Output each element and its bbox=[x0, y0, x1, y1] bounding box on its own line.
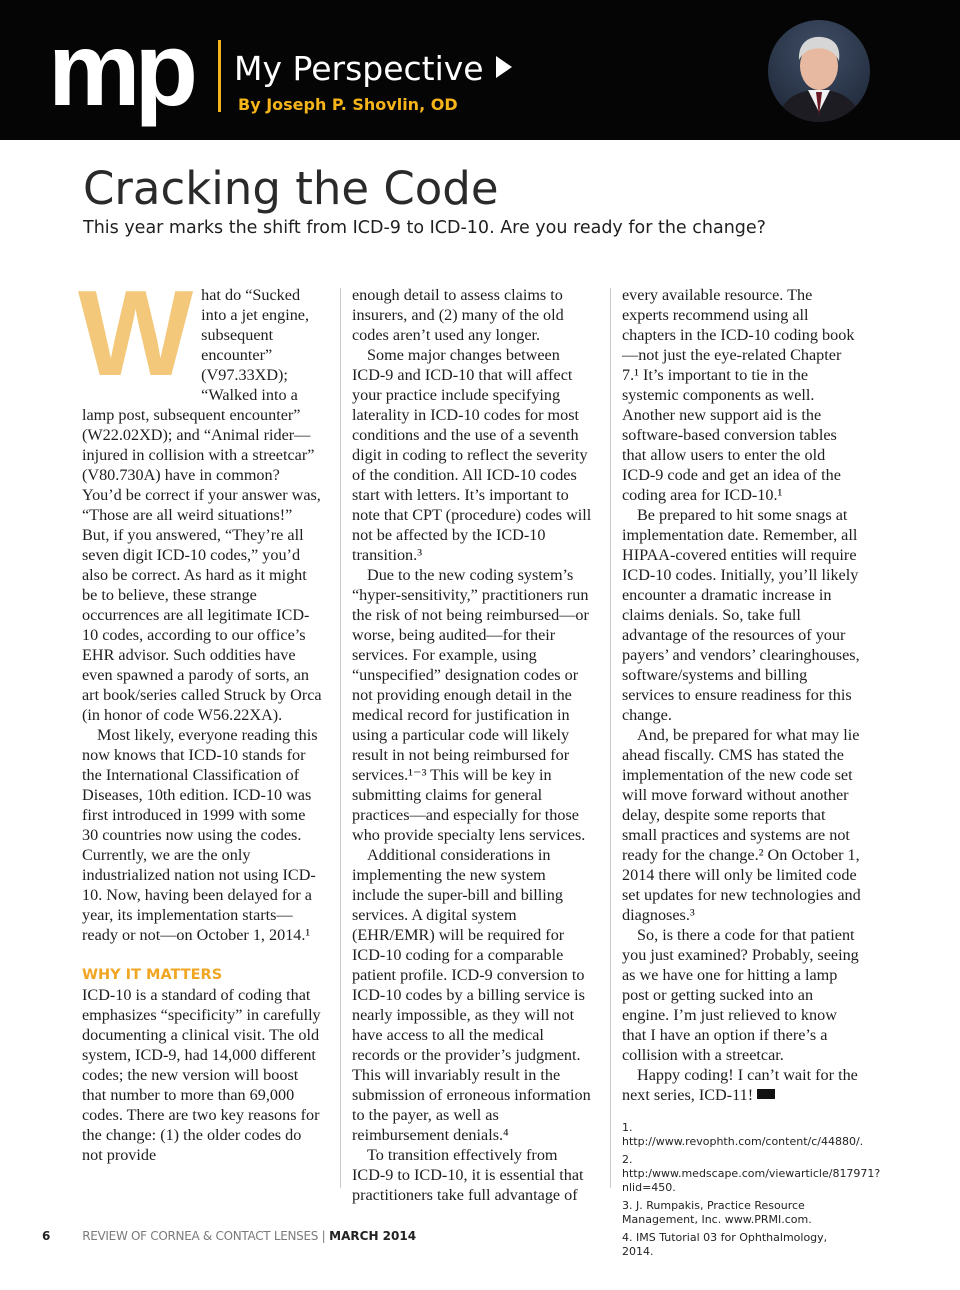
mp-logo: mp bbox=[48, 12, 192, 128]
section-title bbox=[234, 49, 512, 88]
author-photo bbox=[768, 20, 870, 122]
author-portrait-icon bbox=[768, 20, 870, 122]
page-footer bbox=[42, 1229, 416, 1243]
issue-date: MARCH 2014 bbox=[329, 1229, 417, 1243]
paragraph: enough detail to assess claims to insurers, and (2) many of the old codes aren’t used any longer. bbox=[352, 286, 564, 344]
reference-item: 1. http://www.revophth.com/content/c/44880/. bbox=[622, 1121, 864, 1148]
reference-item: 3. J. Rumpakis, Practice Resource Management, Inc. www.PRMI.com. bbox=[622, 1199, 812, 1226]
header-banner bbox=[0, 0, 960, 140]
paragraph: every available resource. The experts recommend using all chapters in the ICD-10 coding book—not just the eye-related Chapter 7.¹ It’s important to tie in the systemic components as well. Another new support aid is the software-based conversion tables that allow users to enter the old ICD-9 code and get an idea of the coding area for ICD-10.¹ bbox=[622, 286, 855, 504]
article-title: Cracking the Code bbox=[83, 162, 499, 215]
play-arrow-icon bbox=[496, 56, 512, 78]
page-number: 6 bbox=[42, 1229, 51, 1243]
paragraph: To transition effectively from ICD-9 to ICD-10, it is essential that practitioners take full advantage of bbox=[352, 1146, 584, 1204]
reference-item: 4. IMS Tutorial 03 for Ophthalmology, 2014. bbox=[622, 1231, 828, 1258]
paragraph: Be prepared to hit some snags at implementation date. Remember, all HIPAA-covered entities will require ICD-10 codes. Initially, you’ll likely encounter a dramatic increase in claims denials. So, take full advantage of the resources of your payers’ and vendors’ clearinghouses, software/systems and billing services to ensure readiness for this change. bbox=[622, 506, 860, 724]
closing-text: Happy coding! I can’t wait for the next series, ICD-11! bbox=[622, 1066, 858, 1104]
paragraph: hat do “Sucked into a jet engine, subsequent encounter” (V97.33XD); “Walked into a lamp post, subsequent encounter” (W22.02XD); and “Animal rider—injured in collision with a streetcar” (V80.730A) have in common? You’d be correct if your answer was, “Those are all weird situations!” But, if you answered, “They’re all seven digit ICD-10 codes,” you’d also be correct. As hard as it might be to believe, these strange occurrences are all legitimate ICD-10 codes, according to our office’s EHR advisor. Such oddities have even spawned a parody of sorts, an art book/series called Struck by Orca (in honor of code W56.22XA). bbox=[82, 286, 322, 724]
article-subtitle: This year marks the shift from ICD-9 to ICD-10. Are you ready for the change? bbox=[83, 218, 766, 238]
drop-cap: W bbox=[78, 265, 194, 401]
column-2 bbox=[352, 285, 592, 1205]
paragraph: Some major changes between ICD-9 and ICD-10 that will affect your practice include specifying laterality in ICD-10 codes for most conditions and the use of a seventh digit in coding to reflect the severity of the condition. All ICD-10 codes start with letters. It’s important to note that CPT (procedure) codes will not be affected by the ICD-10 transition.³ bbox=[352, 346, 592, 564]
references-list bbox=[622, 1121, 881, 1259]
paragraph: ICD-10 is a standard of coding that emphasizes “specificity” in carefully documenting a clinical visit. The old system, ICD-9, had 14,000 different codes; the new version will boost that number to more than 69,000 codes. There are two key reasons for the change: (1) the older codes do not provide bbox=[82, 986, 321, 1164]
column-divider bbox=[340, 288, 341, 1188]
paragraph: Due to the new coding system’s “hyper-sensitivity,” practitioners run the risk of not being reimbursed—or worse, being audited—for their services. For example, using “unspecified” designation codes or not providing enough detail in the medical record for justification in using a particular code will likely result in not being reimbursed for services.¹⁻³ This will be key in submitting claims for general practices—and especially for those who provide specialty lens services. bbox=[352, 566, 589, 844]
paragraph: So, is there a code for that patient you just examined? Probably, seeing as we have one for hitting a lamp post or getting sucked into an engine. I’m just relieved to know that I have an option if there’s a collision with a streetcar. bbox=[622, 926, 859, 1064]
paragraph: And, be prepared for what may lie ahead fiscally. CMS has stated the implementation of the new code set will move forward without another delay, despite some reports that small practices and systems are not ready for the change.² On October 1, 2014 there will only be limited code set updates for new technologies and diagnoses.³ bbox=[622, 726, 861, 924]
section-title-text: My Perspective bbox=[234, 49, 484, 88]
reference-item: 2. http:/www.medscape.com/viewarticle/817971?nlid=450. bbox=[622, 1153, 881, 1194]
paragraph: Additional considerations in implementing the new system include the super-bill and billing services. A digital system (EHR/EMR) will be required for ICD-10 coding for a comparable patient profile. ICD-9 conversion to ICD-10 codes by a billing service is nearly impossible, as they will not have access to all the medical records or the provider’s judgment. This will invariably result in the submission of erroneous information to the payer, as well as reimbursement denials.⁴ bbox=[352, 846, 591, 1144]
section-heading: WHY IT MATTERS bbox=[82, 967, 223, 983]
column-3 bbox=[622, 285, 881, 1263]
publication-name: REVIEW OF CORNEA & CONTACT LENSES | bbox=[82, 1229, 326, 1243]
end-mark-icon bbox=[757, 1089, 775, 1099]
column-divider bbox=[610, 288, 611, 1188]
paragraph: Most likely, everyone reading this now knows that ICD-10 stands for the International Classification of Diseases, 10th edition. ICD-10 was first introduced in 1999 with some 30 countries now using the codes. Currently, we are the only industrialized nation not using ICD-10. Now, having been delayed for a year, its implementation starts—ready or not—on October 1, 2014.¹ bbox=[82, 726, 318, 944]
author-byline: By Joseph P. Shovlin, OD bbox=[238, 95, 458, 114]
logo-divider bbox=[218, 40, 221, 112]
paragraph bbox=[622, 1065, 862, 1105]
column-1 bbox=[78, 265, 322, 1165]
